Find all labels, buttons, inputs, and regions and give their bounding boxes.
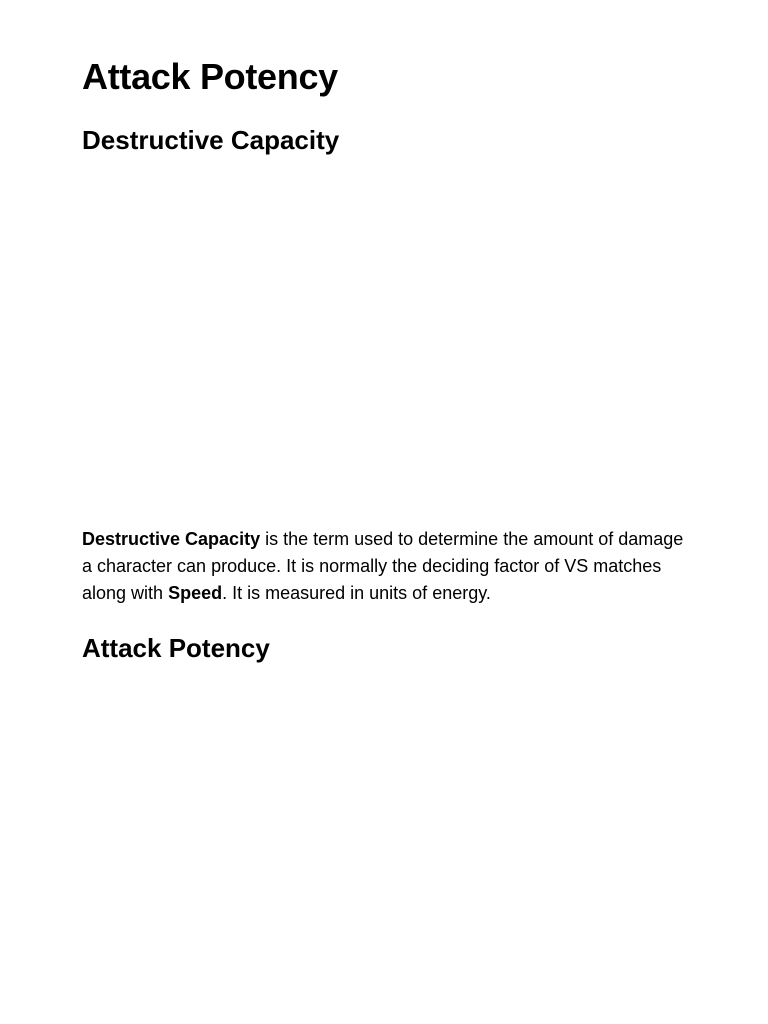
term-destructive-capacity: Destructive Capacity: [82, 529, 261, 549]
paragraph-text-1: is the term used to determine the amount of damage a character can produce. It is normally the deciding factor of VS matches along with: [82, 529, 684, 603]
term-speed: Speed: [168, 583, 223, 603]
section-heading-destructive-capacity: Destructive Capacity: [82, 125, 340, 155]
section-heading-attack-potency: Attack Potency: [82, 633, 270, 663]
paragraph-text-2: . It is measured in units of energy.: [222, 583, 491, 603]
page-title: Attack Potency: [82, 56, 338, 97]
destructive-capacity-paragraph: [82, 526, 690, 607]
